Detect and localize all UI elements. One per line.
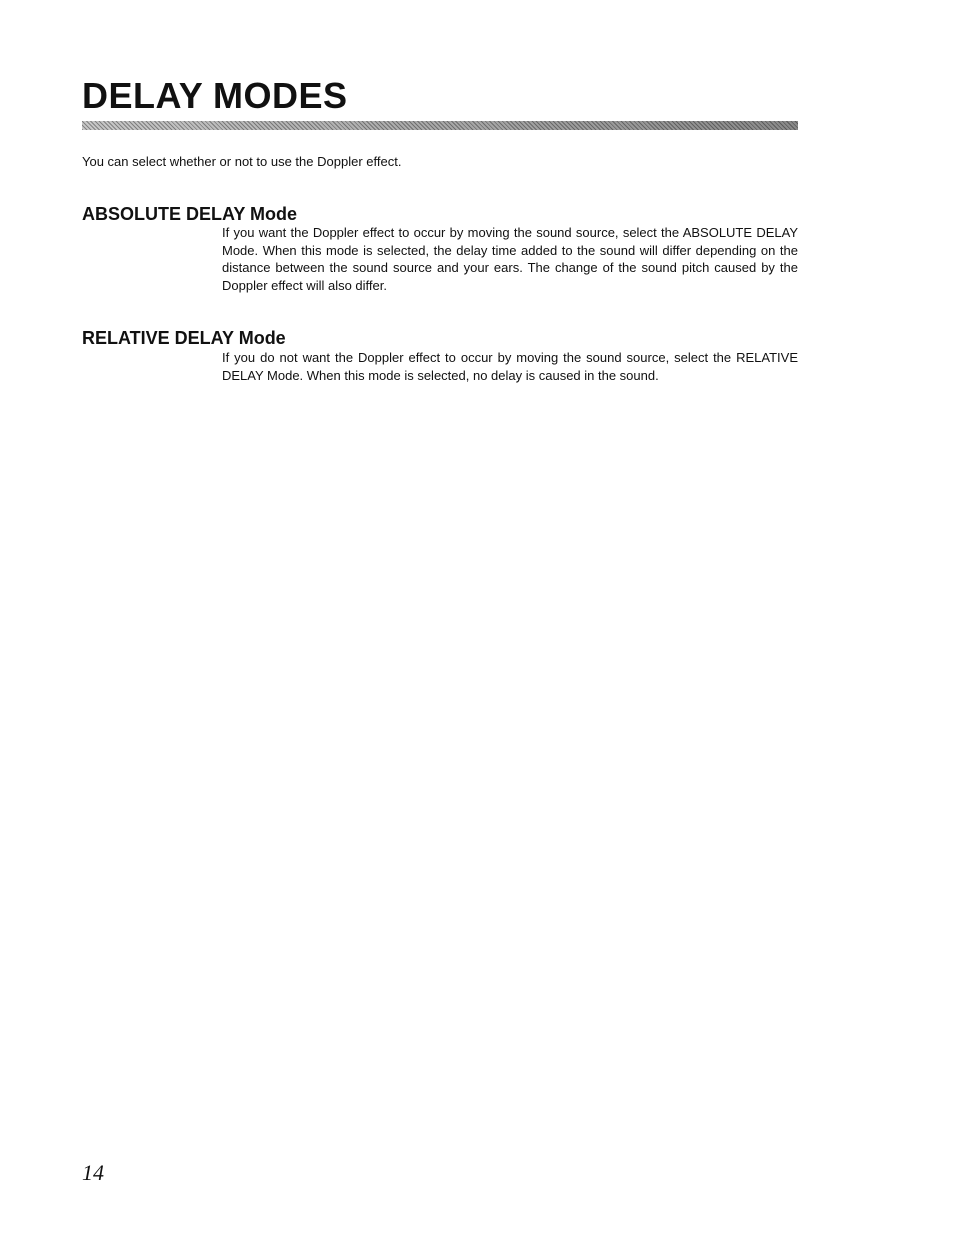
section-heading-relative-delay: RELATIVE DELAY Mode bbox=[82, 328, 286, 348]
section-body-absolute-delay: If you want the Doppler effect to occur by moving the sound source, select the ABSOLUTE DELAY Mode. When this mode is selected, the delay time added to the sound will differ depending on the distance between the sound source and your ears. The change of the sound pitch caused by the Doppler effect will also differ. bbox=[222, 225, 798, 293]
title-rule bbox=[82, 121, 798, 130]
section-body-relative-delay: If you do not want the Doppler effect to occur by moving the sound source, select the RELATIVE DELAY Mode. When this mode is selected, no delay is caused in the sound. bbox=[222, 350, 798, 383]
intro-text: You can select whether or not to use the Doppler effect. bbox=[82, 154, 402, 169]
section-heading-absolute-delay: ABSOLUTE DELAY Mode bbox=[82, 204, 298, 224]
page-number: 14 bbox=[82, 1160, 104, 1185]
page-title: DELAY MODES bbox=[82, 75, 348, 116]
